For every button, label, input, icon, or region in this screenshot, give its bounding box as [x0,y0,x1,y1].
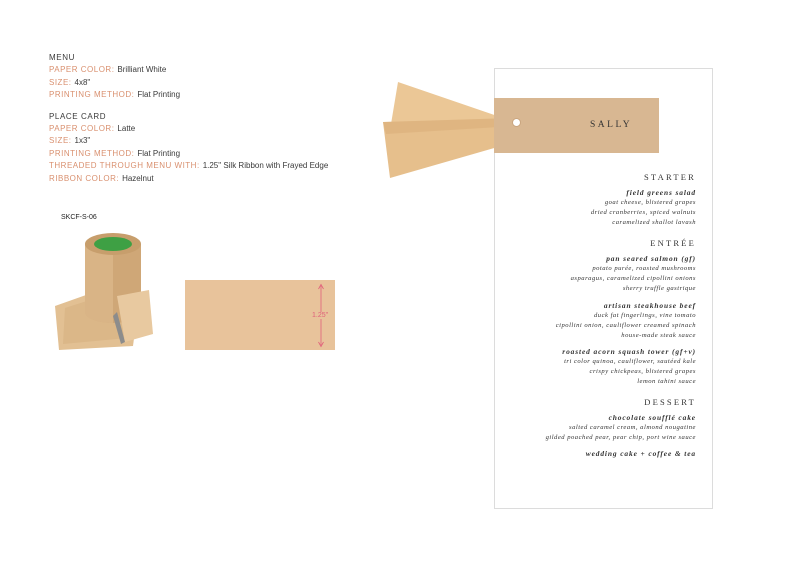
spec-value: 1.25" Silk Ribbon with Frayed Edge [202,161,329,171]
spec-row [49,123,328,135]
menu-spec-heading: MENU [49,53,75,62]
section-title: DESSERT [644,397,696,408]
dish-line: lemon tahini sauce [637,378,696,386]
dish-line: asparagus, caramelized cipollini onions [570,275,696,283]
ribbon-spool-image [55,226,155,352]
spec-label: SIZE: [49,136,72,146]
dish-line: dried cranberries, spiced walnuts [590,209,696,217]
section-title: ENTRÉE [650,238,696,249]
spec-label: PAPER COLOR: [49,124,115,134]
dish-title: chocolate soufflé cake [608,413,696,423]
ribbon-sku: SKCF-S-06 [61,214,97,221]
dish [486,301,696,341]
dish-line: sherry truffle gastrique [622,285,696,293]
menu-content [486,172,696,465]
dish [486,413,696,443]
dimension-label: 1.25" [312,312,329,319]
dish [486,254,696,294]
spec-label: PRINTING METHOD: [49,90,135,100]
spec-value: 1x3" [74,136,91,146]
ribbon-hole [512,118,521,127]
section-title: STARTER [644,172,696,182]
spec-row [49,64,328,76]
dish-title: pan seared salmon (gf) [606,254,696,264]
dish-line: tri color quinoa, cauliflower, sautéed kale [564,357,696,365]
dish-title: artisan steakhouse beef [603,300,696,310]
spec-row [49,77,328,89]
spec-label: THREADED THROUGH MENU WITH: [49,161,200,171]
dish [486,347,696,387]
dish-line: gilded poached pear, pear chip, port wine sauce [545,434,696,442]
dish-line: cipollini onion, cauliflower creamed spinach [555,321,696,329]
spec-label: PRINTING METHOD: [49,148,135,158]
spec-row [49,160,328,172]
spec-label: RIBBON COLOR: [49,173,120,183]
spec-value: Hazelnut [122,173,154,183]
place-card-spec-heading: PLACE CARD [49,111,107,121]
dish-line: salted caramel cream, almond nougatine [569,424,696,432]
spec-label: SIZE: [49,77,72,87]
dish-line: caramelized shallot lavash [612,219,696,227]
dish [486,188,696,228]
guest-name: SALLY [590,120,633,130]
dish-line: potato purée, roasted mushrooms [592,265,696,273]
spec-row [49,135,328,147]
dish-line: goat cheese, blistered grapes [604,199,696,206]
spec-value: Brilliant White [117,65,167,75]
dish-title: roasted acorn squash tower (gf+v) [562,346,696,356]
dish-line: duck fat fingerlings, vine tomato [593,311,696,319]
spec-row [49,173,328,185]
spec-label: PAPER COLOR: [49,65,115,75]
dish [486,449,696,459]
spec-value: Flat Printing [137,148,181,158]
spec-row [49,148,328,160]
dish-line: house-made steak sauce [621,331,696,339]
spec-value: Latte [117,124,136,134]
dish-title: field greens salad [626,188,696,197]
spec-list [49,52,328,185]
spec-value: Flat Printing [137,90,181,100]
spec-value: 4x8" [74,77,91,87]
dish-line: crispy chickpeas, blistered grapes [589,367,696,375]
dish-title: wedding cake + coffee & tea [585,449,696,459]
spec-row [49,89,328,101]
